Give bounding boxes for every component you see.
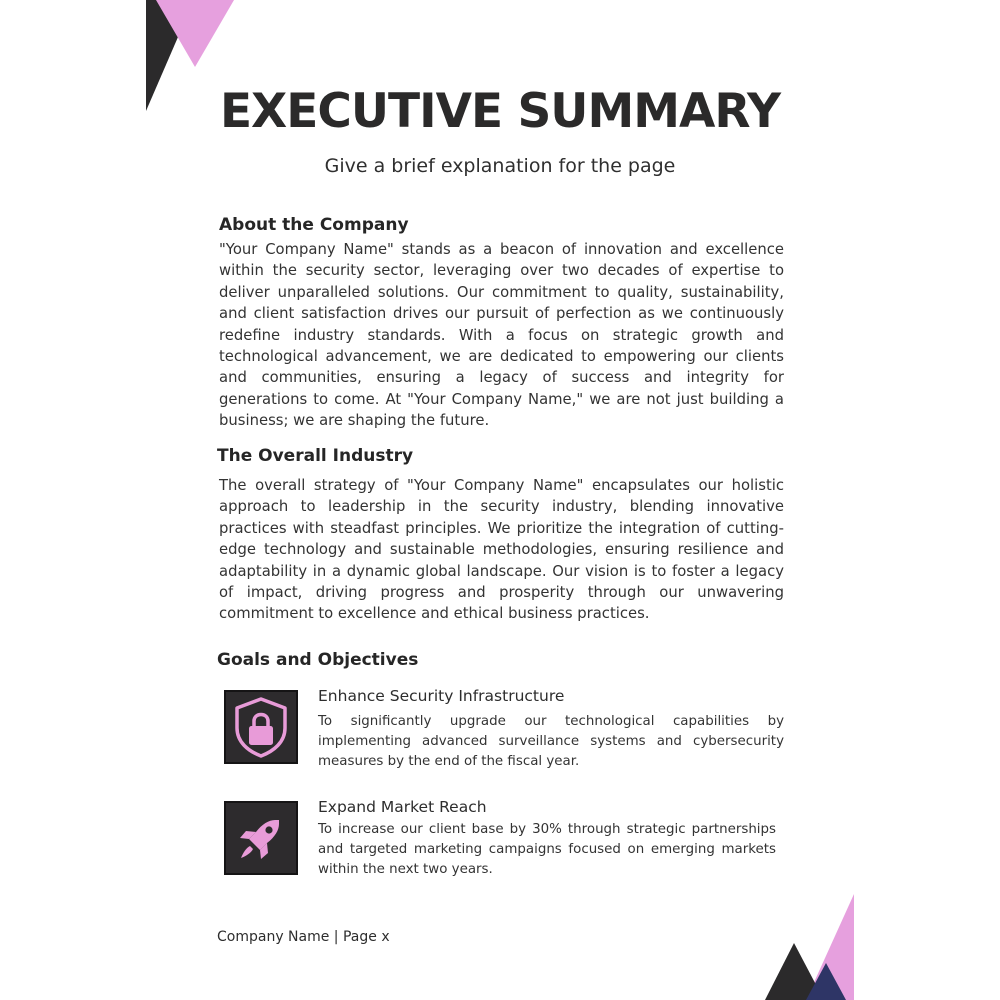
goals-heading: Goals and Objectives xyxy=(217,650,419,670)
document-page xyxy=(146,0,854,1000)
about-heading: About the Company xyxy=(219,215,409,235)
goal-title: Enhance Security Infrastructure xyxy=(318,687,565,705)
about-paragraph: "Your Company Name" stands as a beacon of innovation and excellence within the security sector, leveraging over two decades of expertise to deliver unparalleled solutions. Our commitment to quality, sustainability, and client satisfaction drives our pursuit of perfection as we continuously redefine industry standards. With a focus on strategic growth and technological advancement, we are dedicated to empowering our clients and communities, ensuring a legacy of success and integrity for generations to come. At "Your Company Name," we are not just building a business; we are shaping the future. xyxy=(219,241,784,430)
rocket-icon xyxy=(226,803,296,873)
bottom-right-decoration xyxy=(764,892,854,1000)
goal-description: To significantly upgrade our technological capabilities by implementing advanced surveillance systems and cybersecurity measures by the end of the fiscal year. xyxy=(318,714,784,769)
shield-lock-icon xyxy=(226,692,296,762)
goal-icon-tile xyxy=(224,690,298,764)
page-footer: Company Name | Page x xyxy=(217,929,390,945)
goal-title: Expand Market Reach xyxy=(318,798,487,816)
goal-icon-tile xyxy=(224,801,298,875)
page-subtitle: Give a brief explanation for the page xyxy=(324,155,676,177)
goal-description: To increase our client base by 30% through strategic partnerships and targeted marketing campaigns focused on emerging markets within the next two years. xyxy=(318,822,776,877)
page-title: EXECUTIVE SUMMARY xyxy=(219,84,781,139)
industry-heading: The Overall Industry xyxy=(217,446,414,466)
industry-paragraph: The overall strategy of "Your Company Name" encapsulates our holistic approach to leadership in the security industry, blending innovative practices with steadfast principles. We prioritize the integration of cutting-edge technology and sustainable methodologies, ensuring resilience and adaptability in a dynamic global landscape. Our vision is to foster a legacy of impact, driving progress and prosperity through our unwavering commitment to excellence and ethical business practices. xyxy=(219,477,784,623)
